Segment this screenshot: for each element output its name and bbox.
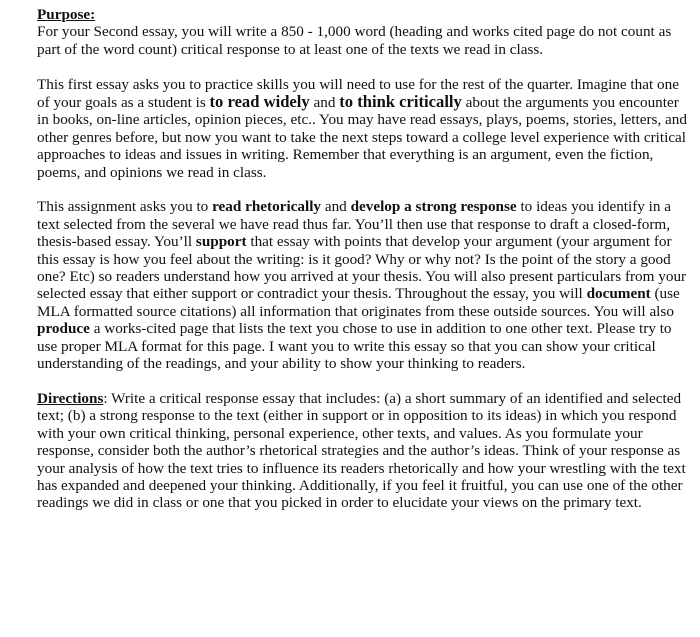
first-essay-text-3: about the arguments you encounter in books, on-line articles, opinion pieces, etc.. You may have read essays, plays, poems, stories, letters, and other genres before, but now you want to take the next steps toward a college level experience with critical approaches to ideas and issues in writing. Remember that everything is an argument, even the fiction, poems, and opinions we read in class. xyxy=(37,94,687,181)
assignment-text-2: and xyxy=(321,198,351,216)
purpose-body: For your Second essay, you will write a 850 - 1,000 word (heading and works cited page do not count as part of the word count) critical response to at least one of the texts we read in class. xyxy=(37,23,672,58)
document-emphasis: document xyxy=(586,285,651,303)
read-rhetorically-emphasis: read rhetorically xyxy=(212,198,322,216)
assignment-paragraph xyxy=(37,198,692,372)
first-essay-paragraph xyxy=(37,76,692,181)
directions-paragraph xyxy=(37,390,692,512)
strong-response-emphasis: develop a strong response xyxy=(350,198,517,216)
directions-text: : Write a critical response essay that includes: (a) a short summary of an identified and selected text; (b) a strong response to the text (either in support or in opposition to its ideas) in which you respond with your own critical thinking, personal experience, other texts, and values. As you formulate your response, consider both the author’s rhetorical strategies and the author’s ideas. Think of your response as your analysis of how the text tries to influence its readers rhetorically and how your wrestling with the text has expanded and deepened your thinking. Additionally, if you feel it fruitful, you can use one of the other readings we did in class or one that you picked in order to elucidate your views on the primary text. xyxy=(37,389,686,512)
assignment-text-1: This assignment asks you to xyxy=(37,198,213,216)
first-essay-text-1: This first essay asks you to practice skills you will need to use for the rest of the quarter. Imagine that one of your goals as a student is xyxy=(37,75,679,112)
directions-heading: Directions xyxy=(37,389,104,407)
read-widely-emphasis: to read widely xyxy=(209,92,310,112)
purpose-text xyxy=(37,23,692,58)
assignment-text-4: that essay with points that develop your argument (your argument for this essay is how you feel about the writing: is it good? Why or why not? Is the point of the story a good one? Etc) so readers understand how you arrived at your thesis. You will also present particulars from your selected essay that either support or contradict your thesis. Throughout the essay, you will xyxy=(37,233,687,303)
assignment-text-3: to ideas you identify in a text selected from the several we have read thus far. You’ll then use that response to draft a closed-form, thesis-based essay. You’ll xyxy=(37,198,672,251)
assignment-text-5: (use MLA formatted source citations) all information that originates from these outside sources. You will also xyxy=(37,285,680,320)
assignment-text-6: a works-cited page that lists the text you chose to use in addition to one other text. Please try to use proper MLA format for this page. I want you to write this essay so that you can show your critical understanding of the readings, and your ability to show your thinking to readers. xyxy=(37,320,672,373)
purpose-heading: Purpose: xyxy=(37,6,96,23)
first-essay-text-2: and xyxy=(309,94,340,112)
purpose-section xyxy=(37,6,692,58)
produce-emphasis: produce xyxy=(37,320,90,338)
support-emphasis: support xyxy=(195,233,247,251)
think-critically-emphasis: to think critically xyxy=(339,92,462,112)
